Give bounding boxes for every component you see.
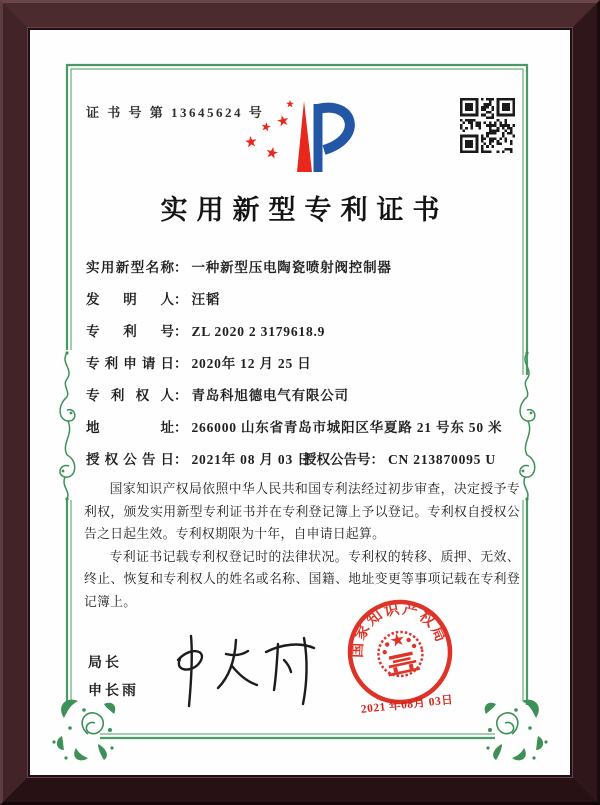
field-label: 专利号 (86, 324, 174, 339)
field-value: 2020年 12 月 25 日 (191, 356, 312, 371)
seal-date: 2021 年08月 03日 (360, 694, 454, 716)
grant-date-value: 2021年 08 月 03 日 (191, 452, 312, 467)
field-label: 授权公告日 (86, 452, 174, 467)
seal-emblem-icon (374, 628, 426, 680)
ornament-bottom-left-icon (52, 700, 115, 761)
field-label: 地址 (86, 420, 174, 435)
field-value: 266000 山东省青岛市城阳区华夏路 21 号东 50 米 (191, 420, 503, 435)
field-value: 青岛科旭德电气有限公司 (191, 388, 349, 403)
ornament-left-scroll-icon (60, 351, 75, 500)
field-utility-model-name: 实用新型名称： 一种新型压电陶瓷喷射阀控制器 (86, 256, 526, 275)
field-value: 一种新型压电陶瓷喷射阀控制器 (191, 260, 392, 275)
field-label: 发明人 (86, 292, 174, 307)
qr-code (460, 98, 515, 153)
certificate-paper (30, 30, 570, 775)
field-patent-number: 专利号： ZL 2020 2 3179618.9 (86, 320, 526, 339)
body-paragraph-2: 专利证书记载专利权登记时的法律状况。专利权的转移、质押、无效、终止、恢复和专利权人的姓名或名称、国籍、地址变更等事项记载在专利登记簿上。 (84, 549, 520, 609)
field-patentee: 专利权人： 青岛科旭德电气有限公司 (86, 384, 526, 403)
field-label: 专利权人 (86, 388, 174, 403)
ornament-bottom-right-icon (485, 700, 548, 761)
field-address: 地址： 266000 山东省青岛市城阳区华夏路 21 号东 50 米 (86, 416, 526, 435)
commissioner-name: 申长雨 (88, 684, 139, 699)
field-label: 专利申请日 (86, 356, 174, 371)
field-value: ZL 2020 2 3179618.9 (191, 324, 326, 339)
field-label: 授权公告号 (303, 452, 371, 467)
cnipa-logo-icon (238, 94, 362, 176)
grant-number-value: CN 213870095 U (388, 452, 496, 467)
commissioner-signature-icon (160, 626, 325, 711)
field-grant-row: 授权公告日： 2021年 08 月 03 日 授权公告号： CN 213870095 U (86, 448, 526, 467)
certificate-fields (86, 256, 526, 480)
picture-frame (3, 3, 597, 802)
seal-ring-text: 国家知识产权局 (349, 601, 449, 659)
body-paragraph-1: 国家知识产权局依照中华人民共和国专利法经过初步审查，决定授予专利权，颁发实用新型专利证书并在专利登记簿上予以登记。专利权自授权公告之日起生效。专利权期限为十年，自申请日起算。 (84, 482, 520, 542)
field-value: 汪韬 (191, 292, 221, 307)
certificate-title: 实用新型专利证书 (160, 195, 449, 225)
commissioner-title: 局长 (88, 656, 122, 671)
field-application-date: 专利申请日： 2020年 12 月 25 日 (86, 352, 526, 371)
certificate-number: 证 书 号 第 13645624 号 (86, 105, 265, 120)
field-label: 实用新型名称 (86, 260, 174, 275)
field-grant-number: 授权公告号： CN 213870095 U (303, 452, 496, 467)
field-inventor: 发明人： 汪韬 (86, 288, 526, 307)
